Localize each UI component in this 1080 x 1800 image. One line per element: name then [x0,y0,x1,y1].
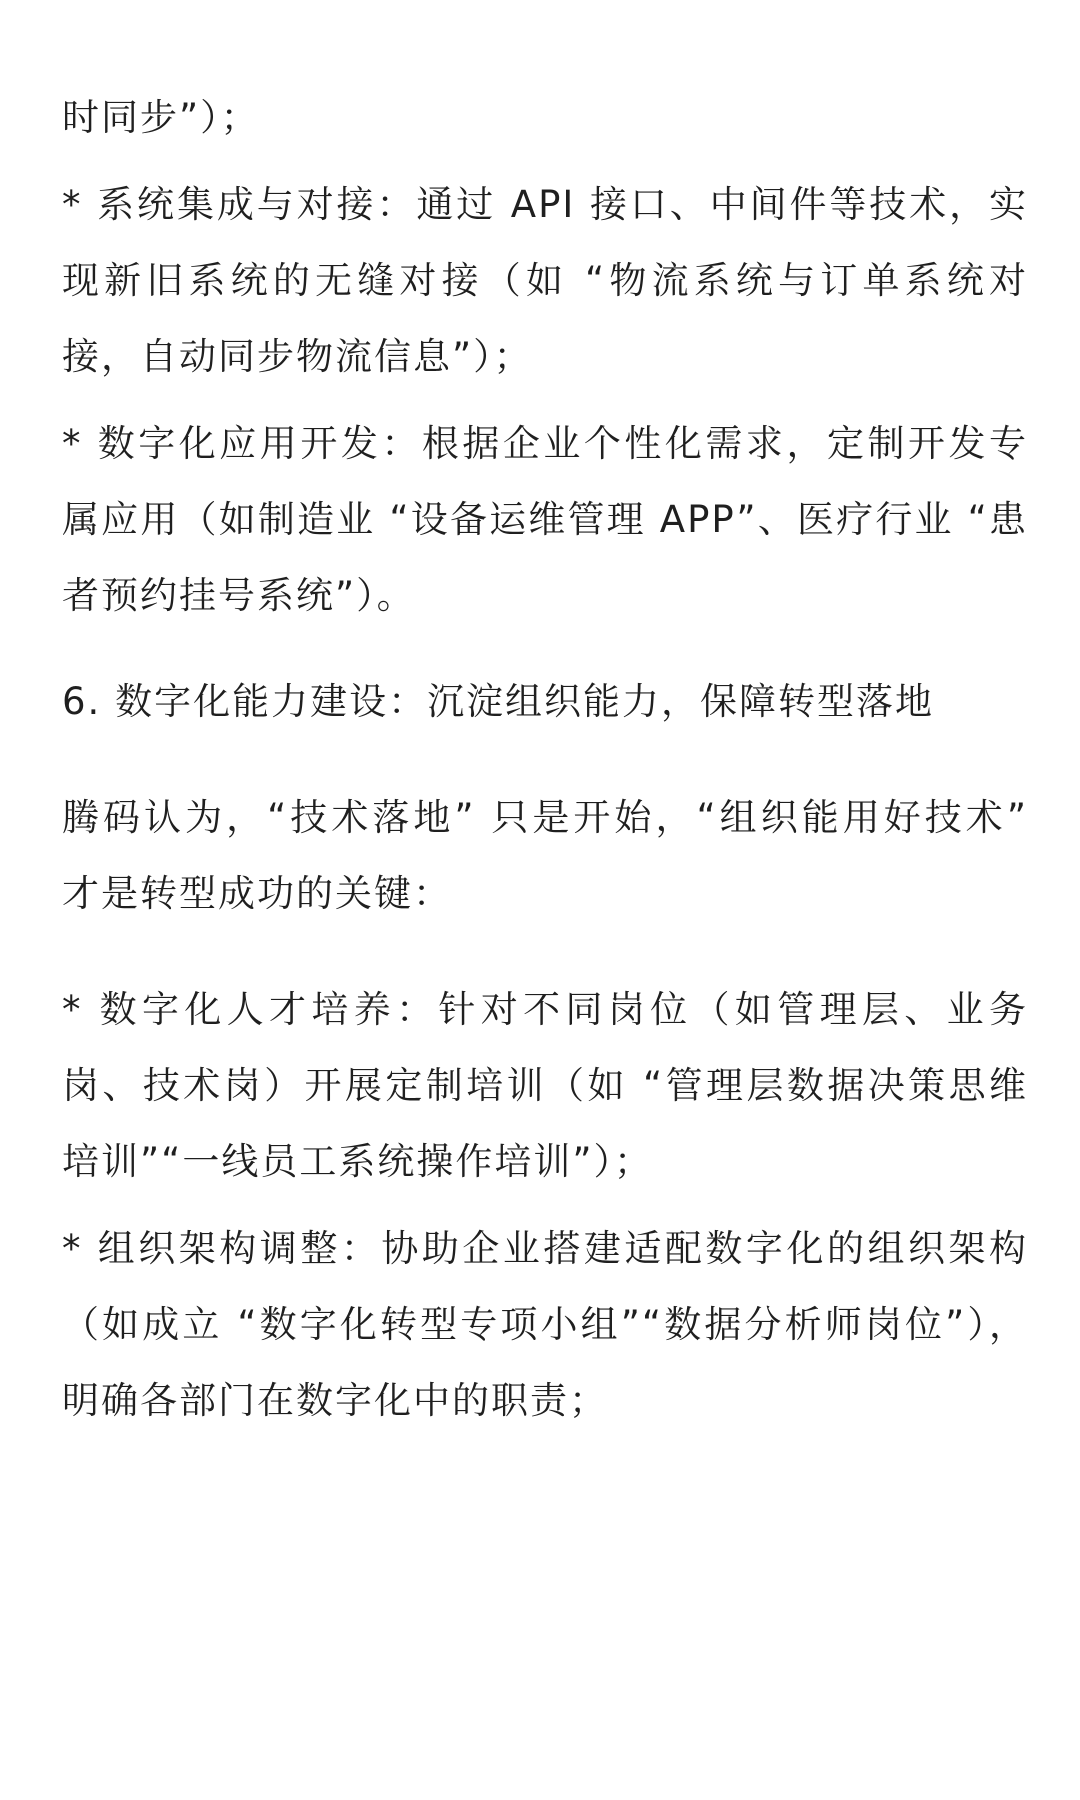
paragraph-continued: 时同步”）； [62,96,260,139]
paragraph-talent-training: * 数字化人才培养：针对不同岗位（如管理层、业务岗、技术岗）开展定制培训（如 “管理层数据决策思维培训”“一线员工系统操作培训”）； [62,988,1028,1183]
paragraph-app-development: * 数字化应用开发：根据企业个性化需求，定制开发专属应用（如制造业 “设备运维管理 APP”、医疗行业 “患者预约挂号系统”）。 [62,422,1028,617]
section-heading-capability-building: 6. 数字化能力建设：沉淀组织能力，保障转型落地 [62,680,935,723]
article-body [62,80,1028,1439]
paragraph-org-structure: * 组织架构调整：协助企业搭建适配数字化的组织架构（如成立 “数字化转型专项小组”“数据分析师岗位”），明确各部门在数字化中的职责； [62,1227,1028,1422]
paragraph-intro: 腾码认为，“技术落地” 只是开始，“组织能用好技术” 才是转型成功的关键： [62,796,1028,915]
paragraph-system-integration: * 系统集成与对接：通过 API 接口、中间件等技术，实现新旧系统的无缝对接（如 “物流系统与订单系统对接，自动同步物流信息”）； [62,183,1028,378]
